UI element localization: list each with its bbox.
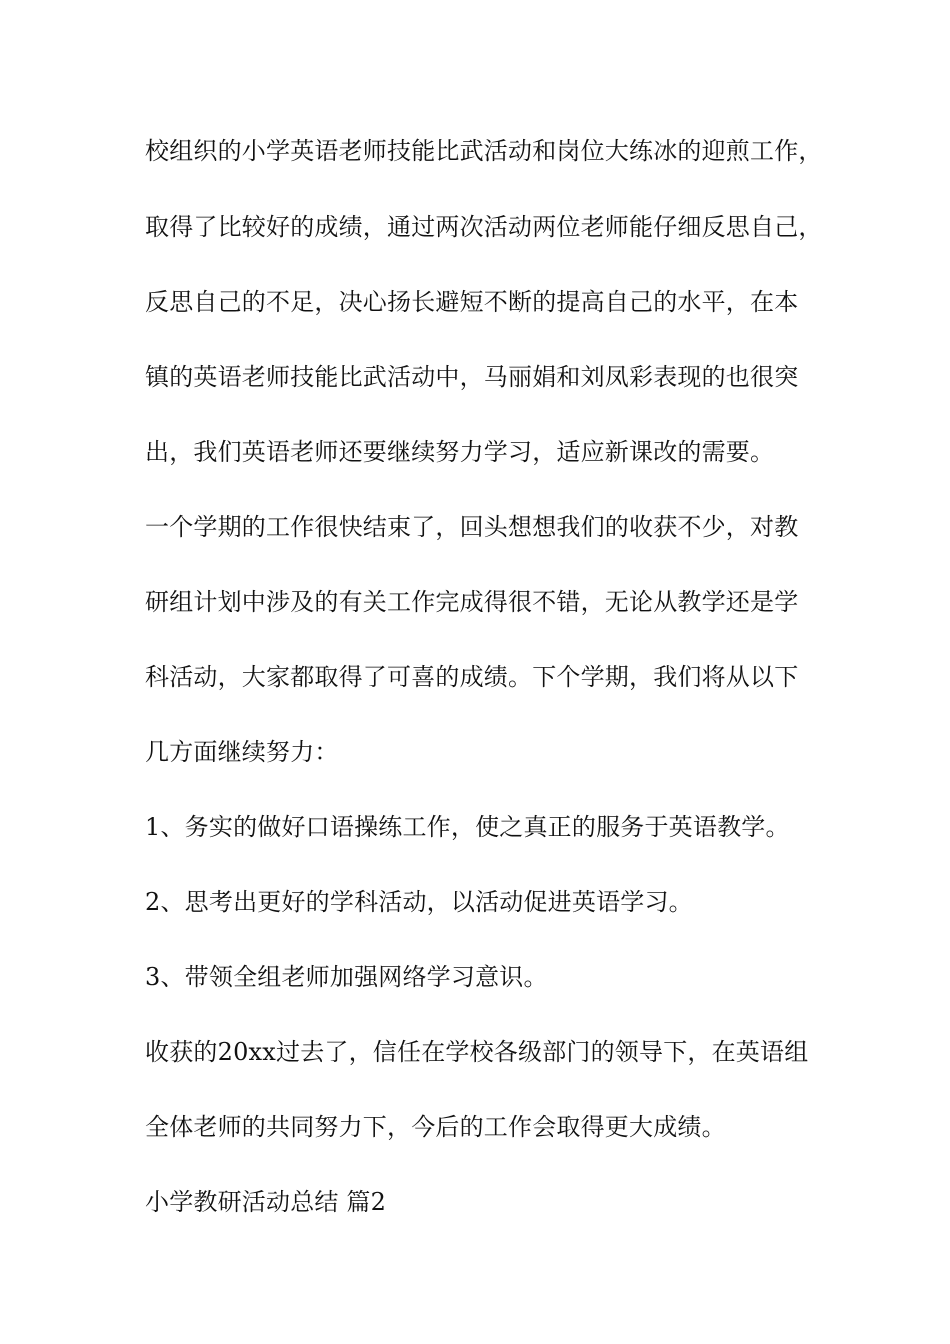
paragraph-1-line-4: 镇的英语老师技能比武活动中，马丽娟和刘凤彩表现的也很突	[145, 363, 799, 391]
paragraph-1-line-5: 出，我们英语老师还要继续努力学习，适应新课改的需要。	[145, 438, 775, 466]
paragraph-3-line-1: 收获的20xx过去了，信任在学校各级部门的领导下，在英语组	[145, 1038, 809, 1066]
paragraph-2-line-2: 研组计划中涉及的有关工作完成得很不错，无论从教学还是学	[145, 588, 799, 616]
paragraph-1-line-2: 取得了比较好的成绩，通过两次活动两位老师能仔细反思自己，	[145, 213, 823, 241]
list-item-2: 2、思考出更好的学科活动，以活动促进英语学习。	[145, 888, 693, 916]
paragraph-1-line-3: 反思自己的不足，决心扬长避短不断的提高自己的水平，在本	[145, 288, 799, 316]
section-heading: 小学教研活动总结 篇2	[145, 1188, 387, 1216]
paragraph-1-line-1: 校组织的小学英语老师技能比武活动和岗位大练冰的迎煎工作，	[145, 137, 823, 165]
paragraph-2-line-3: 科活动，大家都取得了可喜的成绩。下个学期，我们将从以下	[145, 663, 799, 691]
paragraph-3-line-2: 全体老师的共同努力下，今后的工作会取得更大成绩。	[145, 1113, 726, 1141]
list-item-3: 3、带领全组老师加强网络学习意识。	[145, 963, 548, 991]
paragraph-2-line-1: 一个学期的工作很快结束了，回头想想我们的收获不少，对教	[145, 513, 799, 541]
list-item-1: 1、务实的做好口语操练工作，使之真正的服务于英语教学。	[145, 813, 790, 841]
paragraph-2-line-4: 几方面继续努力：	[145, 738, 339, 766]
